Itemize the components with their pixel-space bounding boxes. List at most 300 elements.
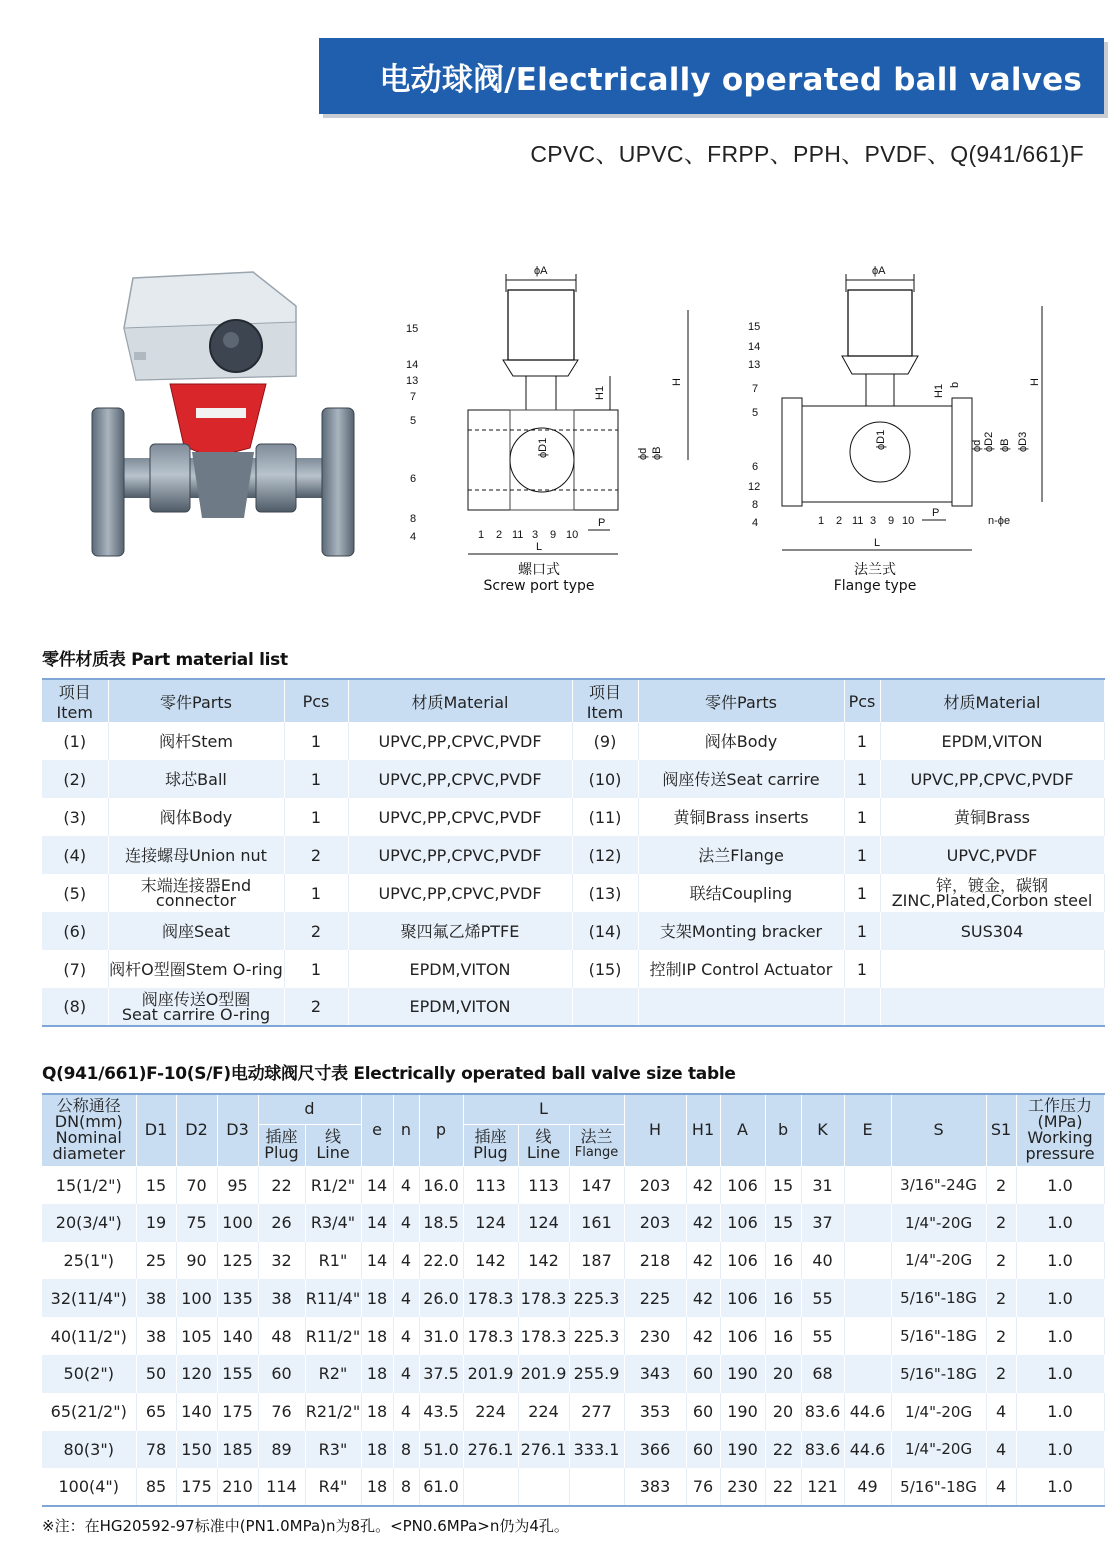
- size-table: [42, 1093, 1105, 1507]
- table-cell: 100(4"): [42, 1468, 136, 1506]
- dim-label: ϕD1: [875, 429, 887, 450]
- table-cell: R11/2": [305, 1317, 361, 1355]
- table-cell: R2": [305, 1355, 361, 1393]
- table-cell: 42: [686, 1242, 720, 1280]
- th-n: n: [393, 1094, 419, 1166]
- table-cell: 225: [624, 1279, 686, 1317]
- size-body: [42, 1166, 1104, 1506]
- callout: 2: [836, 515, 843, 527]
- table-cell: 147: [569, 1166, 624, 1204]
- callout: 1: [818, 515, 825, 527]
- table-cell: 18: [361, 1431, 393, 1469]
- table-cell: 178.3: [463, 1317, 518, 1355]
- table-cell: 125: [217, 1242, 258, 1280]
- table-cell: 末端连接器End connector: [108, 874, 284, 912]
- table-cell: 224: [463, 1393, 518, 1431]
- table-cell: 14: [361, 1242, 393, 1280]
- callout: 14: [406, 359, 419, 371]
- table-cell: 75: [176, 1204, 217, 1242]
- table-cell: 40: [801, 1242, 844, 1280]
- table-cell: 18: [361, 1355, 393, 1393]
- table-cell: 1.0: [1016, 1242, 1104, 1280]
- table-row: [42, 722, 1104, 760]
- table-cell: 18: [361, 1393, 393, 1431]
- table-cell: 100: [176, 1279, 217, 1317]
- table-cell: 185: [217, 1431, 258, 1469]
- page-banner: [319, 38, 1104, 114]
- table-cell: 15: [136, 1166, 176, 1204]
- parts-header-cell: Pcs: [844, 679, 880, 722]
- dim-label: H: [1029, 378, 1041, 386]
- table-cell: (7): [42, 950, 108, 988]
- table-cell: 121: [801, 1468, 844, 1506]
- table-cell: 4: [986, 1431, 1016, 1469]
- table-cell: 114: [258, 1468, 305, 1506]
- table-cell: 1: [844, 874, 880, 912]
- table-cell: 276.1: [463, 1431, 518, 1469]
- table-cell: 3/16"-24G: [891, 1166, 986, 1204]
- callout: 13: [748, 359, 761, 371]
- table-cell: 1.0: [1016, 1431, 1104, 1469]
- table-row: [42, 1355, 1104, 1393]
- table-cell: 78: [136, 1431, 176, 1469]
- table-cell: UPVC,PP,CPVC,PVDF: [348, 836, 572, 874]
- table-cell: 5/16"-18G: [891, 1355, 986, 1393]
- table-cell: 124: [518, 1204, 569, 1242]
- table-cell: 8: [393, 1468, 419, 1506]
- callout: 7: [752, 383, 759, 395]
- table-cell: 38: [136, 1279, 176, 1317]
- dim-label: ϕB: [651, 446, 663, 460]
- table-cell: 37.5: [419, 1355, 463, 1393]
- table-cell: 175: [176, 1468, 217, 1506]
- dim-label: ϕD3: [1017, 431, 1029, 452]
- table-row: [42, 1242, 1104, 1280]
- table-cell: [518, 1468, 569, 1506]
- table-cell: 51.0: [419, 1431, 463, 1469]
- table-cell: [844, 988, 880, 1026]
- table-cell: 1.0: [1016, 1355, 1104, 1393]
- table-cell: 16: [765, 1279, 801, 1317]
- table-cell: 210: [217, 1468, 258, 1506]
- table-cell: 32(11/4"): [42, 1279, 136, 1317]
- dim-label: b: [949, 381, 961, 388]
- table-cell: EPDM,VITON: [348, 988, 572, 1026]
- th-e: e: [361, 1094, 393, 1166]
- table-cell: 阀座Seat: [108, 912, 284, 950]
- table-cell: 4: [393, 1204, 419, 1242]
- table-cell: 106: [720, 1242, 765, 1280]
- table-row: [42, 1166, 1104, 1204]
- table-cell: R11/4": [305, 1279, 361, 1317]
- table-cell: 120: [176, 1355, 217, 1393]
- table-cell: 20: [765, 1355, 801, 1393]
- table-cell: 65: [136, 1393, 176, 1431]
- table-cell: 1/4"-20G: [891, 1431, 986, 1469]
- table-cell: 225.3: [569, 1279, 624, 1317]
- dim-label: P: [598, 517, 606, 529]
- table-cell: 18: [361, 1468, 393, 1506]
- table-cell: 140: [176, 1393, 217, 1431]
- callout: 8: [410, 513, 417, 525]
- table-cell: 1: [844, 836, 880, 874]
- dim-label: L: [874, 537, 881, 549]
- table-cell: 25(1"): [42, 1242, 136, 1280]
- table-cell: (5): [42, 874, 108, 912]
- table-cell: 4: [986, 1468, 1016, 1506]
- size-table-title: Q(941/661)F-10(S/F)电动球阀尺寸表 Electrically operated ball valve size table: [42, 1064, 736, 1084]
- table-cell: 14: [361, 1166, 393, 1204]
- table-cell: 球芯Ball: [108, 760, 284, 798]
- table-cell: 2: [986, 1279, 1016, 1317]
- table-cell: 阀杆Stem: [108, 722, 284, 760]
- table-cell: 4: [393, 1355, 419, 1393]
- table-cell: (3): [42, 798, 108, 836]
- flange-caption: 法兰式 Flange type: [833, 562, 917, 594]
- table-cell: 16: [765, 1317, 801, 1355]
- table-cell: 控制IP Control Actuator: [638, 950, 844, 988]
- table-cell: 15(1/2"): [42, 1166, 136, 1204]
- table-cell: [844, 1355, 891, 1393]
- parts-header-cell: 零件Parts: [108, 679, 284, 722]
- parts-table: [42, 678, 1105, 1027]
- table-cell: [844, 1242, 891, 1280]
- table-cell: 1: [844, 798, 880, 836]
- table-cell: 85: [136, 1468, 176, 1506]
- table-cell: 42: [686, 1166, 720, 1204]
- table-cell: 25: [136, 1242, 176, 1280]
- callout: 14: [748, 341, 761, 353]
- table-cell: 140: [217, 1317, 258, 1355]
- table-cell: 1: [284, 874, 348, 912]
- table-cell: 18.5: [419, 1204, 463, 1242]
- callout: 11: [512, 529, 524, 541]
- table-cell: 124: [463, 1204, 518, 1242]
- table-cell: 366: [624, 1431, 686, 1469]
- table-row: [42, 988, 1104, 1026]
- table-cell: 1: [844, 760, 880, 798]
- table-cell: 22: [765, 1431, 801, 1469]
- table-cell: 190: [720, 1393, 765, 1431]
- table-cell: 38: [136, 1317, 176, 1355]
- callout: 6: [410, 473, 417, 485]
- table-cell: UPVC,PP,CPVC,PVDF: [348, 722, 572, 760]
- callout: 6: [752, 461, 759, 473]
- table-cell: 224: [518, 1393, 569, 1431]
- table-row: [42, 1431, 1104, 1469]
- material-codes: CPVC、UPVC、FRPP、PPH、PVDF、Q(941/661)F: [530, 141, 1084, 167]
- table-cell: 113: [463, 1166, 518, 1204]
- table-cell: 支架Monting bracker: [638, 912, 844, 950]
- table-cell: [844, 1166, 891, 1204]
- dim-label: P: [932, 507, 940, 519]
- table-cell: 106: [720, 1317, 765, 1355]
- table-cell: 106: [720, 1166, 765, 1204]
- table-cell: (6): [42, 912, 108, 950]
- page-title: 电动球阀/Electrically operated ball valves: [379, 61, 1082, 98]
- table-cell: UPVC,PP,CPVC,PVDF: [348, 874, 572, 912]
- table-cell: UPVC,PP,CPVC,PVDF: [880, 760, 1104, 798]
- table-cell: 175: [217, 1393, 258, 1431]
- table-cell: 4: [393, 1279, 419, 1317]
- table-cell: 42: [686, 1317, 720, 1355]
- table-cell: 8: [393, 1431, 419, 1469]
- table-cell: 89: [258, 1431, 305, 1469]
- callout: 12: [748, 481, 761, 493]
- parts-header-cell: Pcs: [284, 679, 348, 722]
- table-cell: 150: [176, 1431, 217, 1469]
- table-cell: 40(11/2"): [42, 1317, 136, 1355]
- table-cell: 联结Coupling: [638, 874, 844, 912]
- table-cell: 76: [258, 1393, 305, 1431]
- dim-label: H: [671, 378, 683, 386]
- table-cell: 1: [284, 798, 348, 836]
- dim-label: ϕB: [999, 438, 1011, 452]
- table-cell: 1: [844, 950, 880, 988]
- table-cell: 42: [686, 1204, 720, 1242]
- table-cell: 法兰Flange: [638, 836, 844, 874]
- table-cell: [463, 1468, 518, 1506]
- table-cell: 阀体Body: [638, 722, 844, 760]
- table-cell: 276.1: [518, 1431, 569, 1469]
- table-cell: 1: [284, 722, 348, 760]
- table-cell: (8): [42, 988, 108, 1026]
- table-row: [42, 1393, 1104, 1431]
- table-cell: 187: [569, 1242, 624, 1280]
- table-cell: 218: [624, 1242, 686, 1280]
- table-cell: [569, 1468, 624, 1506]
- callout: 7: [410, 391, 417, 403]
- th-h: H: [624, 1094, 686, 1166]
- th-s: S: [891, 1094, 986, 1166]
- table-cell: 26: [258, 1204, 305, 1242]
- th-d-line: 线 Line: [305, 1124, 361, 1166]
- th-k: K: [801, 1094, 844, 1166]
- parts-header-cell: 零件Parts: [638, 679, 844, 722]
- table-cell: 225.3: [569, 1317, 624, 1355]
- table-cell: 60: [686, 1355, 720, 1393]
- table-cell: 4: [393, 1393, 419, 1431]
- table-cell: [844, 1317, 891, 1355]
- table-cell: 16: [765, 1242, 801, 1280]
- th-b: b: [765, 1094, 801, 1166]
- table-cell: 1.0: [1016, 1166, 1104, 1204]
- table-cell: (11): [572, 798, 638, 836]
- parts-header-cell: 项目Item: [572, 679, 638, 722]
- table-cell: [880, 950, 1104, 988]
- table-cell: 2: [986, 1242, 1016, 1280]
- th-a: A: [720, 1094, 765, 1166]
- table-cell: [844, 1204, 891, 1242]
- table-cell: 1.0: [1016, 1468, 1104, 1506]
- table-cell: 60: [258, 1355, 305, 1393]
- table-cell: SUS304: [880, 912, 1104, 950]
- table-cell: 190: [720, 1355, 765, 1393]
- dim-label: ϕd: [637, 447, 649, 460]
- dim-label: H1: [933, 383, 945, 398]
- table-cell: 55: [801, 1317, 844, 1355]
- table-cell: 100: [217, 1204, 258, 1242]
- table-cell: R1/2": [305, 1166, 361, 1204]
- table-cell: 161: [569, 1204, 624, 1242]
- table-cell: 155: [217, 1355, 258, 1393]
- table-cell: 4: [986, 1393, 1016, 1431]
- table-cell: 333.1: [569, 1431, 624, 1469]
- table-cell: 15: [765, 1204, 801, 1242]
- th-p: p: [419, 1094, 463, 1166]
- callout: 15: [748, 321, 761, 333]
- table-cell: 106: [720, 1279, 765, 1317]
- th-l-flange: 法兰 Flange: [569, 1124, 624, 1166]
- callout: 4: [410, 531, 417, 543]
- table-cell: UPVC,PVDF: [880, 836, 1104, 874]
- table-cell: 105: [176, 1317, 217, 1355]
- table-cell: 2: [986, 1204, 1016, 1242]
- callout: 13: [406, 375, 419, 387]
- table-cell: 203: [624, 1166, 686, 1204]
- table-cell: 1.0: [1016, 1393, 1104, 1431]
- th-d1: D1: [136, 1094, 176, 1166]
- table-row: [42, 1279, 1104, 1317]
- table-cell: 80(3"): [42, 1431, 136, 1469]
- callout: 4: [752, 517, 759, 529]
- table-cell: [844, 1279, 891, 1317]
- table-cell: 聚四氟乙烯PTFE: [348, 912, 572, 950]
- dim-label: ϕD1: [537, 437, 549, 458]
- table-cell: 68: [801, 1355, 844, 1393]
- table-row: [42, 760, 1104, 798]
- table-cell: 19: [136, 1204, 176, 1242]
- table-cell: 83.6: [801, 1393, 844, 1431]
- table-cell: UPVC,PP,CPVC,PVDF: [348, 798, 572, 836]
- table-cell: 142: [518, 1242, 569, 1280]
- table-cell: 连接螺母Union nut: [108, 836, 284, 874]
- table-cell: 1/4"-20G: [891, 1204, 986, 1242]
- dim-label: H1: [594, 385, 606, 400]
- table-cell: 26.0: [419, 1279, 463, 1317]
- table-cell: 2: [284, 836, 348, 874]
- table-cell: R3": [305, 1431, 361, 1469]
- parts-header-cell: 材质Material: [348, 679, 572, 722]
- table-cell: 18: [361, 1317, 393, 1355]
- callout: 11: [852, 515, 864, 527]
- table-cell: 65(21/2"): [42, 1393, 136, 1431]
- th-dn: 公称通径 DN(mm) Nominal diameter: [42, 1094, 136, 1166]
- callout: 1: [478, 529, 485, 541]
- table-cell: 5/16"-18G: [891, 1317, 986, 1355]
- th-d: d: [258, 1094, 361, 1124]
- table-cell: 1: [284, 950, 348, 988]
- table-cell: EPDM,VITON: [348, 950, 572, 988]
- table-cell: 5/16"-18G: [891, 1279, 986, 1317]
- th-l: L: [463, 1094, 624, 1124]
- table-cell: 60: [686, 1393, 720, 1431]
- table-cell: 135: [217, 1279, 258, 1317]
- table-cell: 50(2"): [42, 1355, 136, 1393]
- callout: 10: [902, 515, 915, 527]
- table-cell: (13): [572, 874, 638, 912]
- table-cell: 50: [136, 1355, 176, 1393]
- table-cell: 49: [844, 1468, 891, 1506]
- parts-header-cell: 项目Item: [42, 679, 108, 722]
- table-cell: 44.6: [844, 1431, 891, 1469]
- table-cell: 1.0: [1016, 1279, 1104, 1317]
- screw-port-caption: 螺口式 Screw port type: [483, 562, 595, 594]
- table-cell: (10): [572, 760, 638, 798]
- table-cell: 2: [986, 1355, 1016, 1393]
- table-cell: 1.0: [1016, 1204, 1104, 1242]
- table-cell: 2: [986, 1317, 1016, 1355]
- table-cell: (9): [572, 722, 638, 760]
- table-cell: 阀杆O型圈Stem O-ring: [108, 950, 284, 988]
- table-cell: 178.3: [518, 1317, 569, 1355]
- table-cell: R1": [305, 1242, 361, 1280]
- callout: 15: [406, 323, 419, 335]
- table-cell: 2: [284, 912, 348, 950]
- table-cell: 31.0: [419, 1317, 463, 1355]
- table-cell: 1: [844, 722, 880, 760]
- callout: 8: [752, 499, 759, 511]
- th-s1: S1: [986, 1094, 1016, 1166]
- table-cell: 83.6: [801, 1431, 844, 1469]
- table-cell: 16.0: [419, 1166, 463, 1204]
- table-cell: 32: [258, 1242, 305, 1280]
- callout: 2: [496, 529, 503, 541]
- table-cell: 20: [765, 1393, 801, 1431]
- table-cell: (12): [572, 836, 638, 874]
- table-cell: EPDM,VITON: [880, 722, 1104, 760]
- parts-header-cell: 材质Material: [880, 679, 1104, 722]
- table-cell: 22.0: [419, 1242, 463, 1280]
- table-cell: 113: [518, 1166, 569, 1204]
- table-cell: (2): [42, 760, 108, 798]
- table-cell: 阀座传送Seat carrire: [638, 760, 844, 798]
- dim-label: ϕA: [534, 265, 548, 277]
- table-cell: 44.6: [844, 1393, 891, 1431]
- table-row: [42, 798, 1104, 836]
- table-cell: 383: [624, 1468, 686, 1506]
- th-l-line: 线 Line: [518, 1124, 569, 1166]
- table-cell: 阀体Body: [108, 798, 284, 836]
- table-cell: 4: [393, 1166, 419, 1204]
- dim-label: ϕD2: [983, 431, 995, 452]
- parts-header-row: [42, 679, 1104, 722]
- table-cell: 76: [686, 1468, 720, 1506]
- callout: 3: [870, 515, 877, 527]
- table-cell: 61.0: [419, 1468, 463, 1506]
- table-cell: 37: [801, 1204, 844, 1242]
- dim-label: ϕd: [971, 439, 983, 452]
- table-cell: 277: [569, 1393, 624, 1431]
- table-cell: 5/16"-18G: [891, 1468, 986, 1506]
- table-cell: 14: [361, 1204, 393, 1242]
- table-row: [42, 836, 1104, 874]
- dim-label: n-ϕe: [988, 515, 1011, 527]
- table-cell: 4: [393, 1317, 419, 1355]
- table-cell: 2: [986, 1166, 1016, 1204]
- table-cell: 15: [765, 1166, 801, 1204]
- table-row: [42, 874, 1104, 912]
- callout: 10: [566, 529, 579, 541]
- table-cell: 22: [765, 1468, 801, 1506]
- table-row: [42, 912, 1104, 950]
- callout: 9: [550, 529, 557, 541]
- table-cell: 230: [624, 1317, 686, 1355]
- table-cell: 203: [624, 1204, 686, 1242]
- table-cell: 1/4"-20G: [891, 1393, 986, 1431]
- table-cell: 42: [686, 1279, 720, 1317]
- table-cell: (1): [42, 722, 108, 760]
